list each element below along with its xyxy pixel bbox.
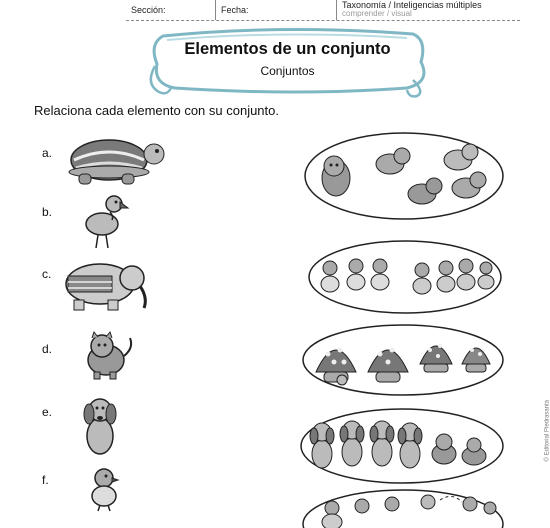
dog-icon[interactable]	[80, 396, 120, 458]
instruction-text: Relaciona cada elemento con su conjunto.	[34, 103, 279, 118]
item-letter-d: d.	[42, 342, 53, 356]
taxonomy-values: comprender / visual	[342, 9, 412, 18]
bird-icon[interactable]	[80, 190, 130, 250]
cat-icon[interactable]	[78, 330, 138, 380]
item-letter-f: f.	[42, 473, 49, 487]
turtle-icon[interactable]	[64, 130, 169, 188]
header-rule	[126, 20, 520, 21]
item-letter-c: c.	[42, 267, 52, 281]
title-cloud-frame	[145, 26, 430, 98]
set-dogs[interactable]	[298, 406, 506, 486]
section-label: Sección:	[131, 5, 166, 15]
set-dogs-members	[310, 421, 486, 468]
chick-icon[interactable]	[84, 466, 124, 512]
set-birds-members	[322, 495, 496, 528]
item-letter-a: a.	[42, 146, 53, 160]
set-turtles[interactable]	[300, 322, 506, 398]
date-label: Fecha:	[221, 5, 249, 15]
header-divider	[336, 0, 337, 20]
set-chicks-members	[321, 259, 494, 294]
set-cats[interactable]	[302, 130, 506, 222]
page-subtitle: Conjuntos	[260, 64, 315, 78]
title-banner	[145, 26, 430, 98]
taxonomy-label: Taxonomía / Inteligencias múltiples	[342, 0, 482, 10]
item-letter-e: e.	[42, 405, 53, 419]
item-letter-b: b.	[42, 205, 53, 219]
set-birds[interactable]	[300, 488, 506, 528]
page-title: Elementos de un conjunto	[184, 40, 391, 58]
publisher-note: © Editorial Piedrasanta	[544, 400, 550, 462]
elephant-icon[interactable]	[60, 258, 150, 313]
set-chicks[interactable]	[306, 238, 504, 316]
header-divider	[215, 0, 216, 20]
set-cats-members	[322, 144, 486, 204]
set-turtles-members	[316, 344, 490, 385]
